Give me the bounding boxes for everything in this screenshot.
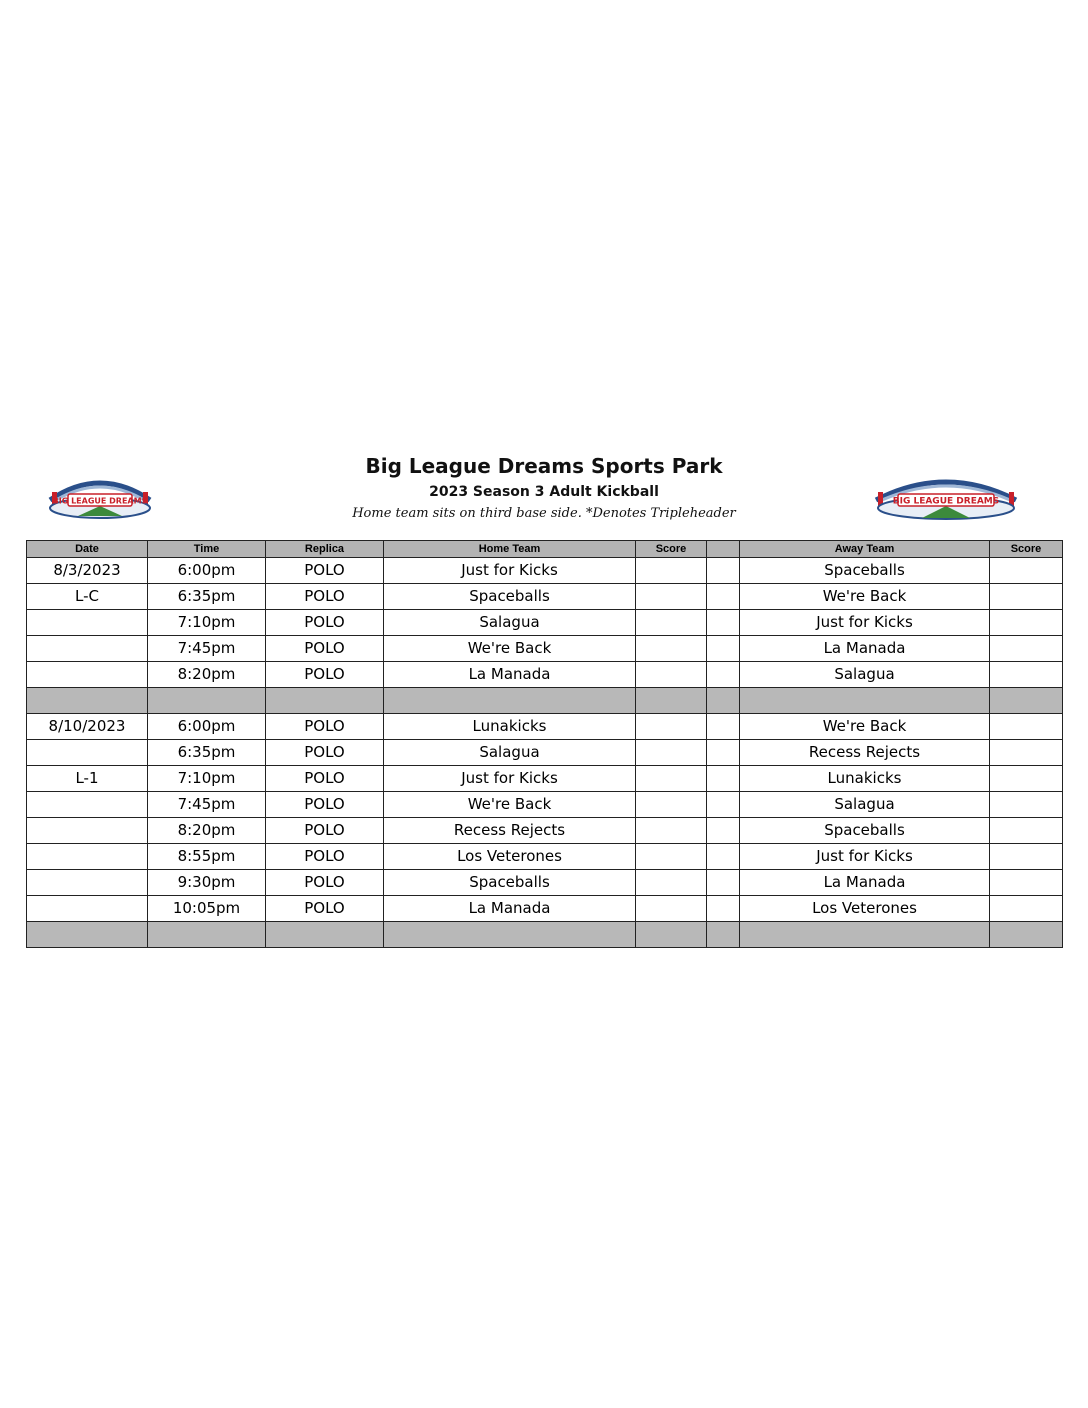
date-cell	[27, 818, 148, 844]
date-cell: 8/3/2023	[27, 558, 148, 584]
replica-cell: POLO	[266, 584, 384, 610]
time-cell: 7:10pm	[148, 610, 266, 636]
col-header-home-score: Score	[636, 541, 707, 558]
table-row	[27, 870, 1063, 896]
away-score-cell	[990, 766, 1063, 792]
spacer-cell	[707, 662, 740, 688]
home-score-cell	[636, 662, 707, 688]
replica-cell: POLO	[266, 662, 384, 688]
header-row	[27, 541, 1063, 558]
away-score-cell	[990, 610, 1063, 636]
home-team-cell: Lunakicks	[384, 714, 636, 740]
table-row	[27, 558, 1063, 584]
table-row	[27, 636, 1063, 662]
replica-cell: POLO	[266, 714, 384, 740]
separator-cell	[148, 922, 266, 948]
time-cell: 10:05pm	[148, 896, 266, 922]
date-cell	[27, 896, 148, 922]
logo-text: BIG LEAGUE DREAMS	[892, 496, 1000, 507]
separator-cell	[27, 922, 148, 948]
separator-cell	[990, 688, 1063, 714]
time-cell: 7:10pm	[148, 766, 266, 792]
date-cell: L-1	[27, 766, 148, 792]
replica-cell: POLO	[266, 610, 384, 636]
date-cell	[27, 740, 148, 766]
away-team-cell: Lunakicks	[740, 766, 990, 792]
page-title: Big League Dreams Sports Park	[365, 454, 723, 478]
away-team-cell: Salagua	[740, 662, 990, 688]
table-row	[27, 584, 1063, 610]
replica-cell: POLO	[266, 766, 384, 792]
table-row	[27, 818, 1063, 844]
spacer-cell	[707, 818, 740, 844]
time-cell: 6:35pm	[148, 740, 266, 766]
date-cell	[27, 662, 148, 688]
time-cell: 7:45pm	[148, 792, 266, 818]
away-score-cell	[990, 870, 1063, 896]
replica-cell: POLO	[266, 636, 384, 662]
home-team-cell: Salagua	[384, 740, 636, 766]
away-score-cell	[990, 636, 1063, 662]
table-row	[27, 714, 1063, 740]
col-header-away-score: Score	[990, 541, 1063, 558]
time-cell: 6:00pm	[148, 714, 266, 740]
home-team-cell: Recess Rejects	[384, 818, 636, 844]
date-cell	[27, 636, 148, 662]
away-score-cell	[990, 896, 1063, 922]
date-cell: L-C	[27, 584, 148, 610]
separator-cell	[707, 922, 740, 948]
separator-cell	[266, 688, 384, 714]
time-cell: 7:45pm	[148, 636, 266, 662]
time-cell: 6:35pm	[148, 584, 266, 610]
separator-cell	[740, 688, 990, 714]
away-team-cell: Los Veterones	[740, 896, 990, 922]
time-cell: 9:30pm	[148, 870, 266, 896]
separator-cell	[384, 922, 636, 948]
away-team-cell: Spaceballs	[740, 558, 990, 584]
away-team-cell: Salagua	[740, 792, 990, 818]
separator-cell	[636, 922, 707, 948]
replica-cell: POLO	[266, 870, 384, 896]
col-header-replica: Replica	[266, 541, 384, 558]
schedule-table	[26, 540, 1063, 948]
separator-cell	[707, 688, 740, 714]
home-score-cell	[636, 610, 707, 636]
spacer-cell	[707, 870, 740, 896]
time-cell: 8:55pm	[148, 844, 266, 870]
time-cell: 8:20pm	[148, 818, 266, 844]
away-score-cell	[990, 818, 1063, 844]
col-header-date: Date	[27, 541, 148, 558]
spacer-cell	[707, 636, 740, 662]
spacer-cell	[707, 610, 740, 636]
home-team-cell: Los Veterones	[384, 844, 636, 870]
away-team-cell: Just for Kicks	[740, 844, 990, 870]
home-team-cell: La Manada	[384, 896, 636, 922]
week-separator-row	[27, 922, 1063, 948]
away-score-cell	[990, 558, 1063, 584]
home-team-note: Home team sits on third base side. *Denotes Tripleheader	[352, 506, 736, 521]
away-team-cell: We're Back	[740, 714, 990, 740]
replica-cell: POLO	[266, 558, 384, 584]
table-row	[27, 896, 1063, 922]
replica-cell: POLO	[266, 896, 384, 922]
schedule-body	[27, 558, 1063, 948]
home-score-cell	[636, 636, 707, 662]
separator-cell	[27, 688, 148, 714]
spacer-cell	[707, 714, 740, 740]
page-header	[0, 450, 1088, 530]
away-score-cell	[990, 584, 1063, 610]
away-team-cell: Recess Rejects	[740, 740, 990, 766]
time-cell: 6:00pm	[148, 558, 266, 584]
replica-cell: POLO	[266, 792, 384, 818]
away-score-cell	[990, 740, 1063, 766]
date-cell	[27, 844, 148, 870]
spacer-cell	[707, 740, 740, 766]
separator-cell	[384, 688, 636, 714]
spacer-cell	[707, 792, 740, 818]
home-team-cell: Spaceballs	[384, 584, 636, 610]
away-team-cell: Just for Kicks	[740, 610, 990, 636]
separator-cell	[740, 922, 990, 948]
home-score-cell	[636, 740, 707, 766]
home-team-cell: La Manada	[384, 662, 636, 688]
home-score-cell	[636, 870, 707, 896]
spacer-cell	[707, 844, 740, 870]
replica-cell: POLO	[266, 818, 384, 844]
home-score-cell	[636, 584, 707, 610]
away-score-cell	[990, 844, 1063, 870]
table-row	[27, 844, 1063, 870]
away-team-cell: Spaceballs	[740, 818, 990, 844]
separator-cell	[990, 922, 1063, 948]
home-score-cell	[636, 714, 707, 740]
date-cell: 8/10/2023	[27, 714, 148, 740]
home-score-cell	[636, 844, 707, 870]
spacer-cell	[707, 558, 740, 584]
spacer-cell	[707, 766, 740, 792]
away-score-cell	[990, 714, 1063, 740]
home-score-cell	[636, 766, 707, 792]
table-row	[27, 740, 1063, 766]
date-cell	[27, 870, 148, 896]
col-header-time: Time	[148, 541, 266, 558]
home-team-cell: We're Back	[384, 792, 636, 818]
separator-cell	[148, 688, 266, 714]
table-row	[27, 610, 1063, 636]
table-row	[27, 792, 1063, 818]
away-score-cell	[990, 792, 1063, 818]
replica-cell: POLO	[266, 740, 384, 766]
replica-cell: POLO	[266, 844, 384, 870]
spacer-cell	[707, 584, 740, 610]
col-header-away-team: Away Team	[740, 541, 990, 558]
col-header-spacer	[707, 541, 740, 558]
home-score-cell	[636, 818, 707, 844]
home-team-cell: Spaceballs	[384, 870, 636, 896]
table-row	[27, 662, 1063, 688]
date-cell	[27, 792, 148, 818]
away-team-cell: We're Back	[740, 584, 990, 610]
page-subtitle: 2023 Season 3 Adult Kickball	[429, 484, 659, 500]
away-score-cell	[990, 662, 1063, 688]
big-league-dreams-logo	[870, 470, 1000, 522]
table-row	[27, 766, 1063, 792]
logo-text: BIG LEAGUE DREAMS	[52, 496, 148, 506]
separator-cell	[636, 688, 707, 714]
home-score-cell	[636, 558, 707, 584]
away-team-cell: La Manada	[740, 636, 990, 662]
time-cell: 8:20pm	[148, 662, 266, 688]
col-header-home-team: Home Team	[384, 541, 636, 558]
home-team-cell: Just for Kicks	[384, 558, 636, 584]
date-cell	[27, 610, 148, 636]
home-team-cell: Just for Kicks	[384, 766, 636, 792]
home-team-cell: We're Back	[384, 636, 636, 662]
home-score-cell	[636, 792, 707, 818]
separator-cell	[266, 922, 384, 948]
away-team-cell: La Manada	[740, 870, 990, 896]
home-score-cell	[636, 896, 707, 922]
home-team-cell: Salagua	[384, 610, 636, 636]
spacer-cell	[707, 896, 740, 922]
week-separator-row	[27, 688, 1063, 714]
